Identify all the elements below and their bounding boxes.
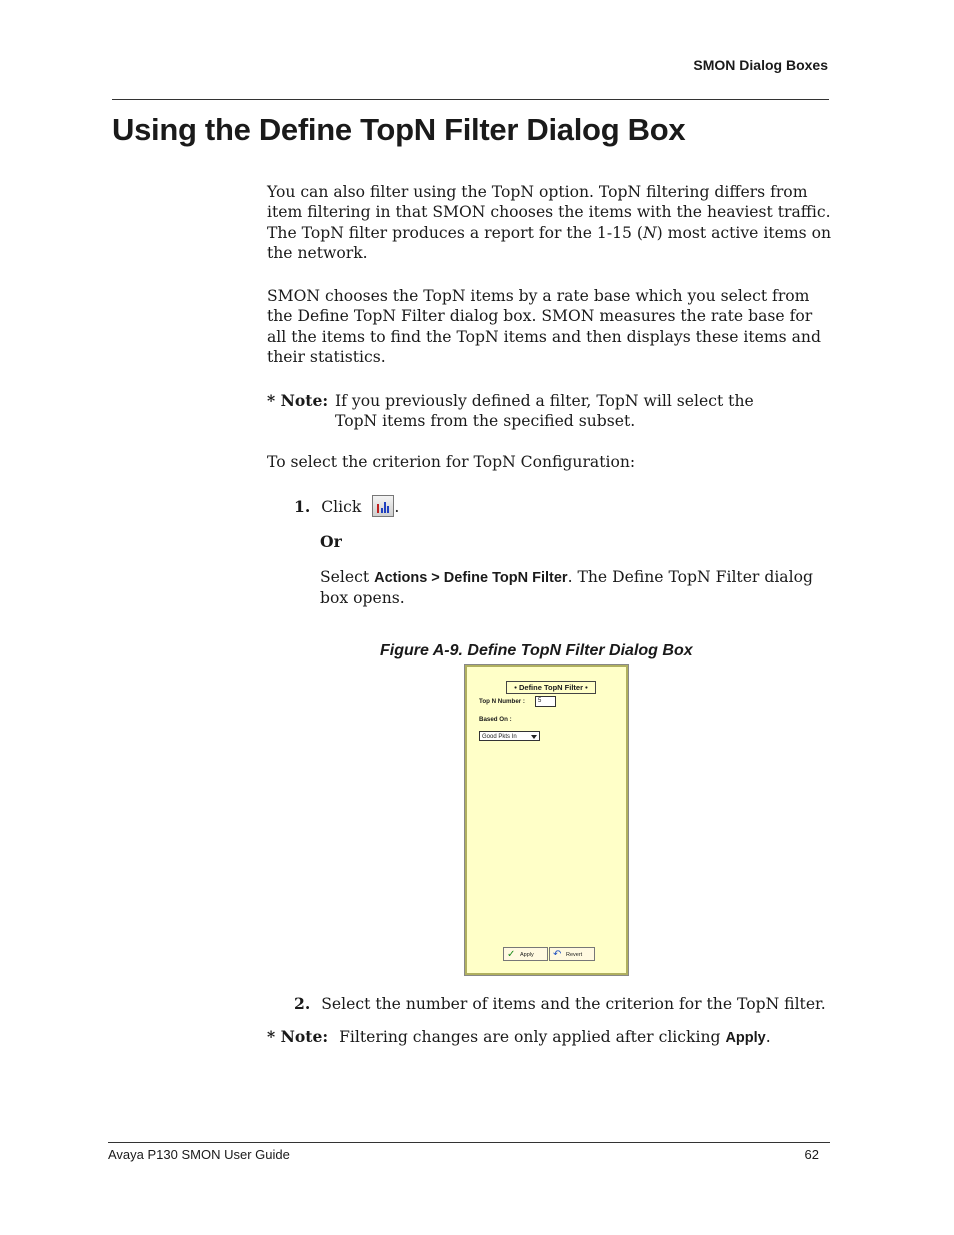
step-1-text: Click: [321, 498, 362, 516]
select-prefix: Select: [320, 568, 375, 586]
note-2-end: .: [765, 1028, 771, 1046]
running-header: SMON Dialog Boxes: [693, 57, 828, 73]
based-on-value: Good Pkts In: [482, 734, 517, 740]
p2-text: SMON chooses the TopN items by a rate base which you select from the Define TopN Filter dialog box. SMON measures the rate base for all the items to find the TopN items and then displays these items and their statistics.: [267, 287, 821, 367]
note-1: [267, 391, 797, 432]
apply-button[interactable]: [503, 947, 548, 961]
revert-label: Revert: [566, 952, 583, 958]
note-2-apply: Apply: [725, 1030, 766, 1046]
paragraph-1: [267, 182, 832, 264]
note-1-label: * Note:: [267, 391, 329, 410]
intro-text: To select the criterion for TopN Configuration:: [267, 453, 636, 471]
note-2-label: * Note:: [267, 1027, 329, 1046]
apply-label: Apply: [520, 952, 534, 958]
undo-icon: ↶: [553, 949, 562, 960]
step-2: [294, 994, 826, 1014]
step-1-end: .: [394, 498, 400, 516]
step-1-number: 1.: [294, 497, 311, 516]
note-2: [267, 1027, 797, 1048]
topn-filter-icon[interactable]: [372, 495, 394, 517]
step-2-text: Select the number of items and the criterion for the TopN filter.: [321, 995, 826, 1013]
p1-text-a: You can also filter using the TopN option. TopN filtering differs from item filtering in that SMON chooses the items with the heaviest traffic. The TopN filter produces a report for the 1-15 (: [267, 183, 831, 242]
footer-title: Avaya P130 SMON User Guide: [108, 1147, 290, 1162]
select-instruction: [320, 567, 820, 609]
note-1-text: If you previously defined a filter, TopN will select the TopN items from the specified subset.: [335, 392, 754, 431]
step-2-number: 2.: [294, 994, 311, 1013]
dialog-title: • Define TopN Filter •: [506, 681, 596, 694]
p1-italic-n: N: [642, 223, 657, 242]
select-suffix: . The Define TopN Filter dialog box opens.: [320, 568, 813, 608]
topn-number-label: Top N Number :: [479, 698, 525, 705]
menu-path: Actions > Define TopN Filter: [374, 570, 568, 586]
topn-number-input[interactable]: 5: [535, 696, 556, 707]
chevron-down-icon: [531, 735, 537, 739]
step-1: [294, 495, 399, 517]
note-2-text: Filtering changes are only applied after clicking: [339, 1028, 726, 1046]
paragraph-2: [267, 286, 832, 368]
define-topn-filter-dialog: [465, 665, 628, 975]
footer-rule: [108, 1142, 830, 1143]
page-number: 62: [804, 1147, 819, 1162]
header-rule: [112, 99, 829, 100]
based-on-select[interactable]: [479, 731, 540, 741]
figure-caption: Figure A-9. Define TopN Filter Dialog Box: [380, 642, 693, 659]
revert-button[interactable]: [549, 947, 595, 961]
p1-text-b: ) most active items on the network.: [267, 223, 832, 263]
checkmark-icon: ✓: [507, 949, 516, 960]
based-on-label: Based On :: [479, 716, 512, 723]
page-title: Using the Define TopN Filter Dialog Box: [112, 112, 686, 147]
or-label: Or: [320, 532, 342, 551]
